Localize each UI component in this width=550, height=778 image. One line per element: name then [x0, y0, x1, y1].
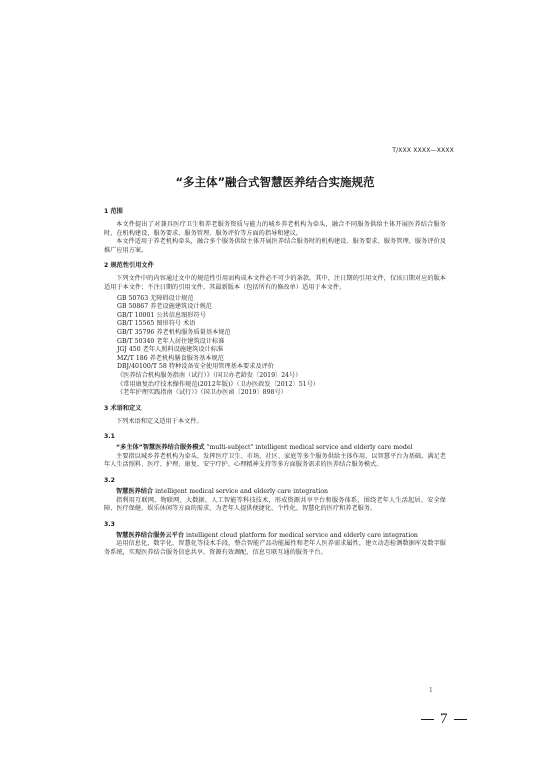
reference-item: GB 50867 养老设施建筑设计规范	[117, 303, 212, 311]
footer-page-value: 7	[440, 711, 448, 727]
term-definition: 主要指以城乡养老机构为牵头，发挥医疗卫生、市场、社区、家庭等多个服务供给主体作用，以智慧平台为基础，满足老年人生活照料、医疗、护理、康复、安宁疗护、心理精神支持等多方面服务需求的医养结合服务模式。	[104, 452, 446, 469]
clause-number: 3.1	[104, 433, 115, 441]
paragraph: 本文件提出了对兼具医疗卫生和养老服务资质与能力的城乡养老机构为牵头，融合不同服务供给主体开展医养结合服务时，在机构建设、服务要求、服务管理、服务评价等方面的指导和建议。	[104, 221, 446, 237]
reference-item: GB/T 35796 养老机构服务质量基本规范	[117, 328, 231, 336]
section-heading-scope: 1 范围	[104, 208, 123, 215]
clause-number: 3.3	[104, 520, 115, 528]
document-code: T/XXX XXXX—XXXX	[392, 147, 454, 154]
term-en: intelligent medical service and elderly care integration	[155, 488, 329, 496]
section-heading-terms: 3 术语和定义	[104, 404, 142, 412]
document-title: “多主体”融合式智慧医养结合实施规范	[175, 175, 375, 189]
reference-item: 《常用康复治疗技术操作规范(2012年版)》（卫办医政发〔2012〕51号）	[117, 380, 319, 388]
term-zh: “多主体”智慧医养结合服务模式	[116, 444, 205, 452]
reference-item: GB/T 10001 公共信息图形符号	[117, 311, 206, 319]
reference-item: 《医养结合机构服务指南（试行）》（国卫办老龄发〔2019〕24号）	[117, 371, 302, 379]
term-definition: 运用信息化、数字化、智慧化等技术手段，整合智能产品功能属性和老年人医养需求属性，建立动态检测数据库及数字服务系统，实现医养结合服务信息共享、资源有效调配、信息互联互通的服务平台。	[104, 540, 446, 557]
term-entry	[104, 476, 446, 514]
term-entry	[104, 432, 446, 470]
reference-item: 《老年护理实践指南（试行）》（国卫办医函〔2019〕898号）	[117, 389, 287, 397]
paragraph: 下列术语和定义适用于本文件。	[116, 417, 203, 425]
document-body	[104, 207, 446, 558]
dash-right	[454, 719, 467, 720]
section-heading-normative-references: 2 规范性引用文件	[104, 262, 154, 270]
footer-page-number	[415, 711, 473, 728]
term-zh: 智慧医养结合服务云平台	[116, 531, 185, 539]
term-en: intelligent cloud platform for medical service and elderly care integration	[186, 531, 418, 539]
reference-item: DBJ/40100/T 58 特种设备安全使用管理基本要求及评价	[117, 363, 274, 371]
term-entry	[104, 520, 446, 558]
paragraph: 本文件适用于养老机构牵头，融合多个服务供给主体开展医养结合服务时的机构建设、服务要求、服务管理、服务评价及推广应用方案。	[104, 238, 446, 254]
reference-item: GB 50763 无障碍设计规范	[117, 294, 194, 302]
reference-item: GB/T 15565 图形符号 术语	[117, 320, 196, 328]
term-definition: 指利用互联网、物联网、大数据、人工智能等科技技术，形成资源共享平台和服务体系，围绕老年人生活起居、安全保障、医疗保健、娱乐休闲等方面的需求，为老年人提供便捷化、个性化、智慧化的医疗和养老服务。	[104, 496, 446, 513]
term-en: "multi-subject" intelligent medical service and elderly care model	[206, 444, 413, 452]
reference-item: JGJ 450 老年人照料设施建筑设计标准	[117, 346, 224, 354]
page-number-small: 1	[429, 687, 433, 694]
dash-left	[421, 719, 434, 720]
reference-item: MZ/T 186 养老机构膳食服务基本规范	[117, 354, 224, 362]
clause-number: 3.2	[104, 477, 115, 485]
term-zh: 智慧医养结合	[116, 488, 154, 496]
paragraph: 下列文件中的内容通过文中的规范性引用而构成本文件必不可少的条款。其中，注日期的引用文件，仅该日期对应的版本适用于本文件；不注日期的引用文件，其最新版本（包括所有的修改单）适用于本文件。	[104, 275, 446, 291]
reference-item: GB/T 50340 老年人居住建筑设计标准	[117, 337, 225, 345]
reference-list	[117, 295, 446, 398]
